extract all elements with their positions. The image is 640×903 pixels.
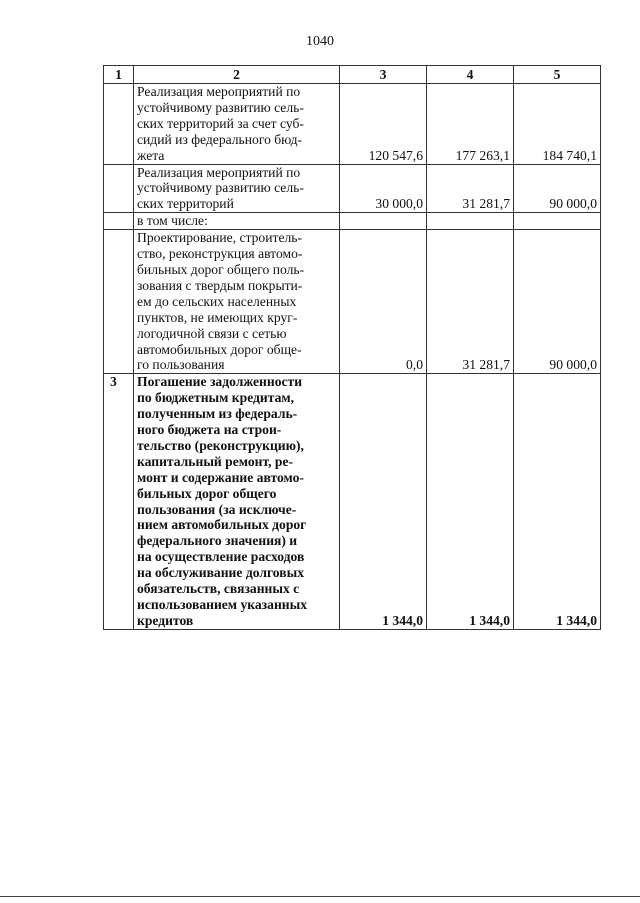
- budget-table: [103, 65, 601, 630]
- table-row: [104, 374, 601, 630]
- row-value-col5: 90 000,0: [514, 230, 601, 374]
- row-value-col4: 1 344,0: [427, 374, 514, 630]
- header-col-5: 5: [514, 66, 601, 84]
- table-row: [104, 84, 601, 165]
- row-value-col3: 0,0: [340, 230, 427, 374]
- row-number: [104, 164, 134, 213]
- row-value-col4: [427, 213, 514, 230]
- row-value-col3: 30 000,0: [340, 164, 427, 213]
- row-value-col5: 1 344,0: [514, 374, 601, 630]
- row-value-col4: 31 281,7: [427, 230, 514, 374]
- row-number: [104, 230, 134, 374]
- row-description: в том числе:: [134, 213, 340, 230]
- row-description: Проектирование, строитель- ство, реконструкция автомо- бильных дорог общего поль- зования с твердым покрыти- ем до сельских населенных пунктов, не имеющих круг- логодичной связи с сетью автомобильных дорог обще- го пользования: [134, 230, 340, 374]
- table-row: [104, 164, 601, 213]
- header-col-3: 3: [340, 66, 427, 84]
- row-number: 3: [104, 374, 134, 630]
- row-number: [104, 84, 134, 165]
- row-value-col5: 90 000,0: [514, 164, 601, 213]
- row-description: Реализация мероприятий по устойчивому развитию сель- ских территорий: [134, 164, 340, 213]
- header-col-1: 1: [104, 66, 134, 84]
- row-value-col4: 177 263,1: [427, 84, 514, 165]
- row-value-col5: 184 740,1: [514, 84, 601, 165]
- row-value-col3: 120 547,6: [340, 84, 427, 165]
- header-col-4: 4: [427, 66, 514, 84]
- page-number: 1040: [306, 34, 334, 49]
- table-row: [104, 230, 601, 374]
- row-value-col5: [514, 213, 601, 230]
- row-value-col4: 31 281,7: [427, 164, 514, 213]
- row-value-col3: 1 344,0: [340, 374, 427, 630]
- row-description: Погашение задолженности по бюджетным кредитам, полученным из федераль- ного бюджета на строи- тельство (реконструкцию), капитальный ремонт, ре- монт и содержание автомо- бильных дорог общего пользования (за исключе- нием автомобильных дорог федерального значения) и на осуществление расходов на обслуживание долговых обязательств, связанных с использованием указанных кредитов: [134, 374, 340, 630]
- table-row: [104, 213, 601, 230]
- row-number: [104, 213, 134, 230]
- row-description: Реализация мероприятий по устойчивому развитию сель- ских территорий за счет суб- сидий из федерального бюд- жета: [134, 84, 340, 165]
- row-value-col3: [340, 213, 427, 230]
- header-row: [104, 66, 601, 84]
- header-col-2: 2: [134, 66, 340, 84]
- page-bottom-rule: [0, 896, 640, 897]
